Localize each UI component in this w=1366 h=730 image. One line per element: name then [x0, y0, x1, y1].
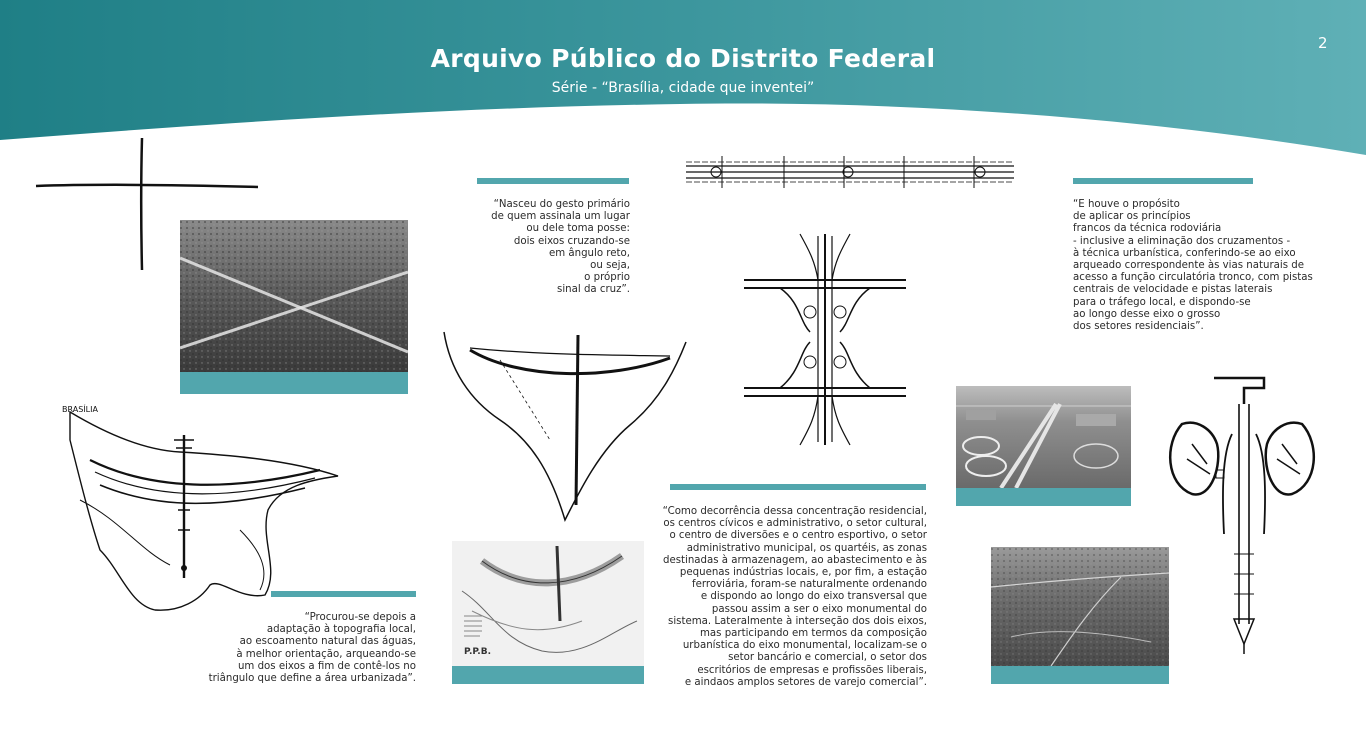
photo-caption-bar: [180, 372, 408, 394]
photo-caption-bar: [452, 666, 644, 684]
photo-caption-bar: [991, 666, 1169, 684]
interchange-sketch: [740, 232, 910, 447]
highway-axis-sketch: [684, 150, 1016, 194]
quote-divider-bar: [670, 484, 926, 490]
page-number: 2: [1318, 34, 1328, 52]
quote-cross: “Nasceu do gesto primário de quem assinala um lugar ou dele toma posse: dois eixos cruzando-se em ângulo reto, ou seja, o próprio sinal da cruz”.: [491, 199, 630, 296]
aerial-landscape-photo: [991, 547, 1169, 666]
page-title: Arquivo Público do Distrito Federal: [430, 44, 936, 73]
pilot-plan-drawing: [452, 541, 644, 666]
quote-road-technique: “E houve o propósito de aplicar os princípios francos da técnica rodoviária - inclusive a eliminação dos cruzamentos - à técnica urbanística, conferindo-se ao eixo arqueado correspondente às vias naturais de acesso a função circulatória tronco, com pistas centrais de velocidade e pistas laterais para o tráfego local, e dispondo-se ao longo desse eixo o grosso dos setores residenciais”.: [1073, 199, 1313, 333]
quote-divider-bar: [1073, 178, 1253, 184]
plan-label: P.P.B.: [464, 647, 492, 657]
aerial-highway-photo: [956, 386, 1131, 488]
triangle-cross-sketch: [440, 330, 690, 525]
quote-divider-bar: [477, 178, 629, 184]
quote-divider-bar: [271, 591, 416, 597]
topography-label: BRASÍLIA: [62, 405, 98, 414]
page-subtitle: Série - “Brasília, cidade que inventei”: [551, 80, 815, 96]
topography-sketch: [60, 400, 345, 615]
photo-caption-bar: [956, 488, 1131, 506]
aerial-cross-photo: [180, 220, 408, 372]
airplane-plan-sketch: [1162, 374, 1322, 656]
quote-topography: “Procurou-se depois a adaptação à topografia local, ao escoamento natural das águas, à melhor orientação, arqueando-se um dos eixos a fim de contê-los no triângulo que define a área urbanizada”.: [208, 612, 416, 685]
quote-monumental-axis: “Como decorrência dessa concentração residencial, os centros cívicos e administrativo, o setor cultural, o centro de diversões e o centro esportivo, o setor administrativo municipal, os quartéis, as zonas destinadas à armazenagem, ao abastecimento e às pequenas indústrias locais, e, por fim, a estação ferroviária, foram-se naturalmente ordenando e dispondo ao longo do eixo transversal que passou assim a ser o eixo monumental do sistema. Lateralmente à interseção dos dois eixos, mas participando em termos da composição urbanística do eixo monumental, localizam-se o setor bancário e comercial, o setor dos escritórios de empresas e profissões liberais, e aindaos amplos setores de varejo comercial”.: [662, 506, 927, 688]
